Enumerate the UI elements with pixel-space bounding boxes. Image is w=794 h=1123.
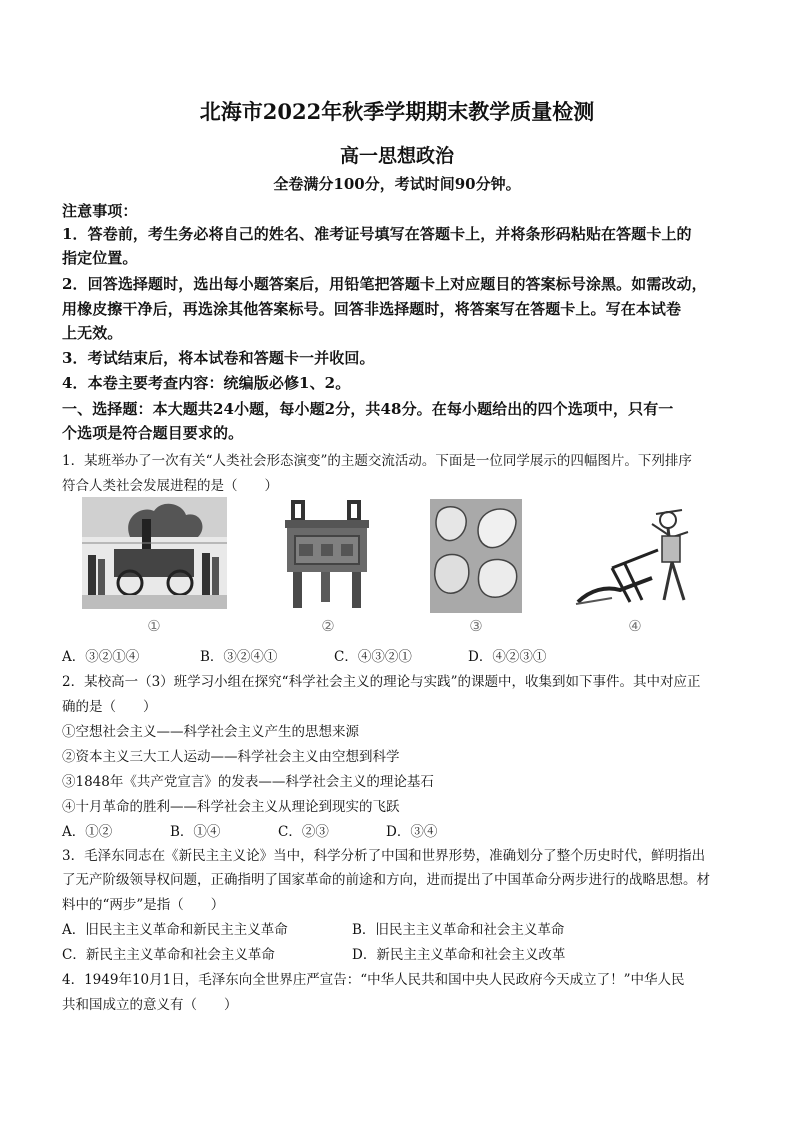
question-3-stem: 了无产阶级领导权问题，正确指明了国家革命的前途和方向，进而提出了中国革命分两步进行的战略思想。材	[62, 872, 710, 888]
question-2-option-a: A．①②	[62, 824, 113, 840]
exam-info: 全卷满分100分，考试时间90分钟。	[273, 175, 521, 193]
figure-steam-machine	[82, 497, 227, 609]
question-2-item: ④十月革命的胜利——科学社会主义从理论到现实的飞跃	[62, 799, 400, 815]
figure-bronze-ding	[277, 500, 377, 610]
section-heading: 个选项是符合题目要求的。	[62, 424, 244, 442]
question-2-stem: 2．某校高一（3）班学习小组在探究“科学社会主义的理论与实践”的课题中，收集到如下事件。其中对应正	[62, 674, 701, 690]
question-3-stem: 料中的“两步”是指（ ）	[62, 897, 225, 913]
question-4-stem: 共和国成立的意义有（ ）	[62, 997, 238, 1013]
note-line: 2．回答选择题时，选出每小题答案后，用铅笔把答题卡上对应题目的答案标号涂黑。如需改动，	[62, 275, 707, 293]
note-line: 用橡皮擦干净后，再选涂其他答案标号。回答非选择题时，将答案写在答题卡上。写在本试卷	[62, 300, 682, 318]
question-1-option-a: A．③②①④	[62, 649, 140, 665]
question-3-option-d: D．新民主主义革命和社会主义改革	[352, 947, 566, 963]
question-2-option-b: B．①④	[170, 824, 221, 840]
question-3-option-c: C．新民主主义革命和社会主义革命	[62, 947, 275, 963]
question-1-stem: 1．某班举办了一次有关“人类社会形态演变”的主题交流活动。下面是一位同学展示的四幅图片。下列排序	[62, 453, 692, 469]
section-heading: 一、选择题：本大题共24小题，每小题2分，共48分。在每小题给出的四个选项中，只有一	[62, 400, 674, 418]
question-1-option-b: B．③②④①	[200, 649, 278, 665]
question-4-stem: 4．1949年10月1日，毛泽东向全世界庄严宣告：“中华人民共和国中央人民政府今天成立了！”中华人民	[62, 972, 685, 988]
note-line: 指定位置。	[62, 249, 138, 267]
question-2-item: ①空想社会主义——科学社会主义产生的思想来源	[62, 724, 359, 740]
figure-label: ④	[628, 617, 642, 635]
question-2-stem: 确的是（ ）	[62, 699, 157, 715]
figure-stone-tools	[430, 499, 522, 613]
note-line: 4．本卷主要考查内容：统编版必修1、2。	[62, 374, 351, 392]
figure-farmer-plow	[572, 506, 712, 612]
question-2-option-c: C．②③	[278, 824, 329, 840]
subject-title: 高一思想政治	[339, 145, 454, 167]
note-line: 1．答卷前，考生务必将自己的姓名、准考证号填写在答题卡上，并将条形码粘贴在答题卡上的	[62, 225, 692, 243]
question-1-option-c: C．④③②①	[334, 649, 412, 665]
figure-label: ②	[321, 617, 335, 635]
note-line: 3．考试结束后，将本试卷和答题卡一并收回。	[62, 349, 375, 367]
question-2-item: ③1848年《共产党宣言》的发表——科学社会主义的理论基石	[62, 774, 434, 790]
question-3-option-b: B．旧民主主义革命和社会主义革命	[352, 922, 565, 938]
figure-label: ③	[469, 617, 483, 635]
note-line: 上无效。	[62, 324, 123, 342]
figure-label: ①	[147, 617, 161, 635]
question-2-option-d: D．③④	[386, 824, 438, 840]
question-3-option-a: A．旧民主主义革命和新民主主义革命	[62, 922, 288, 938]
exam-title: 北海市2022年秋季学期期末教学质量检测	[199, 99, 595, 124]
question-1-stem: 符合人类社会发展进程的是（ ）	[62, 478, 278, 494]
question-3-stem: 3．毛泽东同志在《新民主主义论》当中，科学分析了中国和世界形势，准确划分了整个历史时代，鲜明指出	[62, 848, 706, 864]
question-2-item: ②资本主义三大工人运动——科学社会主义由空想到科学	[62, 749, 400, 765]
question-1-option-d: D．④②③①	[468, 649, 547, 665]
notes-heading: 注意事项：	[62, 202, 138, 220]
